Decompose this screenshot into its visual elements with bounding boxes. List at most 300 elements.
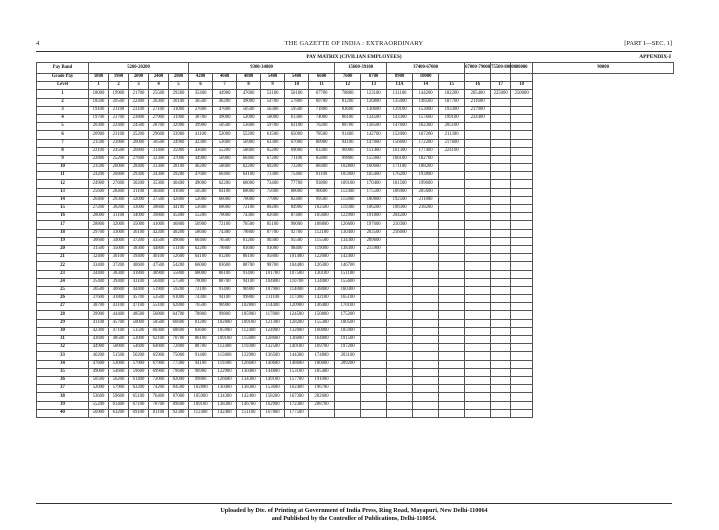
row-index-cell: 9 [37,155,89,163]
pay-cell: 25200 [109,155,129,163]
pay-cell [491,245,511,253]
footer-line-1: Uploaded by Dte. of Printing at Government of India Press, Ring Road, Mayapuri, New Delhi-110064 [220,507,488,514]
pay-cell [413,327,439,335]
pay-cell: 76500 [213,237,237,245]
pay-cell: 50500 [89,376,109,384]
pay-cell: 39400 [129,254,149,262]
pay-cell: 60400 [237,155,261,163]
pay-cell: 95800 [261,254,285,262]
pay-cell: 170400 [361,180,387,188]
pay-cell [387,311,413,319]
pay-cell [413,368,439,376]
pay-cell: 126300 [309,262,335,270]
pay-cell [465,229,491,237]
pay-cell: 23500 [89,164,109,172]
pay-cell [465,262,491,270]
pay-cell: 39800 [149,213,169,221]
grade-pay-cell [465,74,491,82]
pay-cell: 57500 [169,278,189,286]
pay-cell: 27200 [89,205,109,213]
pay-cell: 51100 [169,245,189,253]
pay-cell [491,360,511,368]
pay-cell: 45400 [169,213,189,221]
grade-pay-cell: 2400 [149,74,169,82]
pay-cell [465,155,491,163]
grade-pay-cell: 8700 [361,74,387,82]
pay-cell: 91400 [237,270,261,278]
table-row [37,360,674,368]
pay-cell [511,344,533,352]
pay-cell: 39900 [189,123,213,131]
pay-cell [439,172,465,180]
pay-cell: 72100 [237,205,261,213]
pay-cell: 90300 [261,237,285,245]
level-header-cell: 12 [335,82,361,90]
pay-cell: 23100 [129,106,149,114]
pay-cell [465,352,491,360]
level-header-cell: 14 [413,82,439,90]
pay-cell: 35400 [89,278,109,286]
pay-cell: 161300 [387,147,413,155]
pay-cell [387,344,413,352]
part-section: [PART I—SEC. 1] [624,40,672,47]
grade-pay-cell: 8900 [387,74,413,82]
pay-cell: 124500 [285,311,309,319]
pay-cell: 44900 [189,155,213,163]
table-row [37,352,674,360]
grade-pay-cell [511,74,533,82]
pay-cell: 29300 [109,196,129,204]
level-header-cell: 11 [309,82,335,90]
pay-cell: 121300 [261,319,285,327]
pay-cell [439,385,465,393]
footer-rule [36,503,672,504]
pay-cell: 107900 [261,286,285,294]
table-row [37,164,674,172]
row-index-cell: 34 [37,360,89,368]
pay-cell: 70000 [237,196,261,204]
pay-cell: 35300 [149,180,169,188]
pay-band-cell: 5200-20200 [89,63,189,74]
pay-cell: 93800 [309,180,335,188]
pay-cell: 250000 [511,90,533,98]
pay-cell: 50400 [149,278,169,286]
pay-cell [439,311,465,319]
pay-cell: 26000 [129,139,149,147]
pay-cell: 41100 [189,131,213,139]
level-header-cell: 9 [261,82,285,90]
row-index-cell: 11 [37,172,89,180]
pay-cell [335,409,361,417]
pay-cell [465,147,491,155]
pay-cell: 83600 [189,327,213,335]
pay-cell: 130100 [309,270,335,278]
pay-cell [465,368,491,376]
level-header-cell: 15 [439,82,465,90]
grade-pay-cell: 5400 [261,74,285,82]
pay-cell: 74300 [213,229,237,237]
table-row [37,254,674,262]
pay-cell [465,123,491,131]
pay-cell: 122600 [309,254,335,262]
table-row [37,106,674,114]
pay-cell: 126600 [335,221,361,229]
grade-pay-cell [439,74,465,82]
pay-cell: 65200 [261,147,285,155]
level-header-cell: 3 [129,82,149,90]
pay-cell [491,114,511,122]
pay-cell: 58000 [261,114,285,122]
pay-cell [491,401,511,409]
page-number: 4 [36,40,40,47]
pay-cell [491,409,511,417]
pay-cell: 27600 [129,155,149,163]
table-row [37,213,674,221]
pay-matrix-title: PAY MATRIX (CIVILIAN EMPLOYEES) [306,54,402,60]
pay-cell [465,254,491,262]
pay-cell: 81200 [213,254,237,262]
row-index-cell: 1 [37,90,89,98]
table-row [37,155,674,163]
pay-cell: 147600 [387,123,413,131]
pay-cell: 30200 [129,180,149,188]
pay-cell [465,213,491,221]
pay-cell [387,245,413,253]
pay-cell: 59200 [169,286,189,294]
pay-cell: 155300 [309,319,335,327]
pay-cell: 198300 [387,205,413,213]
pay-cell [465,360,491,368]
grade-pay-cell: 5400 [285,74,309,82]
table-row [37,336,674,344]
row-index-cell: 28 [37,311,89,319]
table-row [37,229,674,237]
pay-cell [511,360,533,368]
pay-cell: 55800 [169,270,189,278]
pay-cell [439,401,465,409]
pay-cell: 84500 [169,385,189,393]
pay-cell: 110700 [285,278,309,286]
pay-cell [387,262,413,270]
pay-cell: 41800 [129,270,149,278]
pay-cell: 105900 [335,172,361,180]
pay-cell: 142100 [309,295,335,303]
pay-cell [511,336,533,344]
pay-cell: 46200 [89,352,109,360]
pay-cell: 60400 [189,237,213,245]
pay-cell [511,385,533,393]
pay-cell [491,319,511,327]
pay-cell: 95500 [285,237,309,245]
table-row [37,319,674,327]
pay-cell [491,344,511,352]
pay-cell: 86100 [335,114,361,122]
pay-band-row [37,63,674,74]
table-row [37,327,674,335]
pay-cell: 39900 [89,311,109,319]
pay-cell: 70000 [189,278,213,286]
pay-cell: 84900 [285,205,309,213]
pay-cell: 32400 [89,254,109,262]
pay-cell [511,98,533,106]
pay-cell: 175200 [335,311,361,319]
pay-cell: 115800 [213,352,237,360]
row-index-cell: 12 [37,180,89,188]
pay-cell [439,295,465,303]
pay-cell [387,237,413,245]
pay-cell: 165100 [335,295,361,303]
pay-cell: 48200 [169,229,189,237]
pay-cell [439,205,465,213]
pay-cell: 25500 [149,90,169,98]
grade-pay-cell: 1800 [89,74,109,82]
pay-cell [465,172,491,180]
level-header-cell: 2 [109,82,129,90]
pay-cell [361,254,387,262]
pay-cell: 30100 [169,98,189,106]
pay-cell: 91400 [189,352,213,360]
pay-cell: 36500 [89,286,109,294]
pay-cell: 102500 [309,205,335,213]
row-index-cell: 19 [37,237,89,245]
pay-cell [439,262,465,270]
grade-pay-label: Grade Pay [37,74,89,82]
pay-cell: 44900 [213,90,237,98]
pay-cell: 31400 [149,147,169,155]
pay-cell [413,352,439,360]
pay-cell: 45700 [129,295,149,303]
pay-cell: 62200 [237,164,261,172]
pay-cell: 35000 [109,245,129,253]
pay-cell: 37000 [169,155,189,163]
pay-cell: 31000 [169,106,189,114]
level-header-cell: 13 [361,82,387,90]
pay-cell: 90000 [285,221,309,229]
table-row [37,295,674,303]
pay-cell: 76500 [237,221,261,229]
pay-cell: 78700 [149,401,169,409]
pay-cell: 53600 [237,123,261,131]
pay-cell: 24500 [129,123,149,131]
pay-cell: 36100 [109,254,129,262]
pay-cell: 210300 [387,221,413,229]
pay-cell [387,303,413,311]
pay-cell: 54600 [109,368,129,376]
pay-cell: 47600 [89,360,109,368]
pay-cell: 82000 [169,376,189,384]
pay-cell: 57900 [129,360,149,368]
pay-cell: 162300 [413,123,439,131]
pay-matrix-table [36,62,674,418]
row-index-cell: 16 [37,213,89,221]
pay-cell: 182200 [439,90,465,98]
pay-cell: 68600 [169,327,189,335]
pay-cell: 55200 [89,401,109,409]
pay-cell [361,393,387,401]
pay-cell [511,114,533,122]
pay-cell [465,131,491,139]
pay-cell: 71300 [261,172,285,180]
pay-cell: 91400 [335,131,361,139]
pay-cell: 124900 [261,327,285,335]
pay-cell [491,196,511,204]
pay-cell: 83600 [335,106,361,114]
pay-cell: 128600 [261,336,285,344]
pay-cell: 105600 [309,213,335,221]
pay-cell: 21700 [129,90,149,98]
pay-cell: 69000 [285,147,309,155]
pay-cell: 25600 [89,188,109,196]
pay-cell [361,376,387,384]
pay-cell: 78800 [213,245,237,253]
pay-cell [465,311,491,319]
pay-cell: 33900 [169,131,189,139]
pay-cell: 50500 [189,188,213,196]
pay-cell: 80200 [261,205,285,213]
pay-cell: 147000 [361,139,387,147]
pay-cell [465,245,491,253]
pay-cell: 51500 [109,352,129,360]
pay-cell: 65900 [149,352,169,360]
pay-cell: 42300 [189,139,213,147]
pay-cell [491,139,511,147]
pay-cell: 66000 [213,196,237,204]
pay-cell: 126600 [237,360,261,368]
pay-cell [491,229,511,237]
pay-cell: 143300 [387,114,413,122]
pay-cell: 63100 [285,123,309,131]
grade-pay-cell: 7600 [335,74,361,82]
pay-cell [439,221,465,229]
pay-cell: 144300 [285,352,309,360]
pay-cell: 224400 [465,114,491,122]
pay-cell: 191800 [361,213,387,221]
pay-cell: 142400 [213,409,237,417]
pay-cell: 58600 [237,147,261,155]
pay-cell: 80900 [309,139,335,147]
pay-cell: 91400 [213,286,237,294]
pay-cell: 162400 [285,385,309,393]
pay-cell: 92300 [169,409,189,417]
pay-cell: 134300 [335,237,361,245]
pay-cell: 94100 [237,278,261,286]
pay-cell: 23100 [109,131,129,139]
pay-cell: 102800 [335,164,361,172]
pay-cell: 134000 [309,278,335,286]
pay-cell: 41600 [169,188,189,196]
pay-cell: 144800 [261,368,285,376]
pay-cell [387,254,413,262]
table-row [37,376,674,384]
pay-cell [491,213,511,221]
pay-cell: 46100 [149,254,169,262]
pay-cell: 193300 [439,106,465,114]
pay-cell: 225000 [491,90,511,98]
pay-cell: 104800 [261,278,285,286]
pay-cell: 205400 [465,90,491,98]
pay-cell: 175500 [361,188,387,196]
pay-cell [511,164,533,172]
pay-cell: 66000 [237,180,261,188]
pay-cell [439,180,465,188]
pay-cell: 216600 [387,229,413,237]
pay-cell: 34400 [89,270,109,278]
pay-cell [491,164,511,172]
pay-cell: 209200 [335,360,361,368]
pay-cell: 22400 [129,98,149,106]
pay-cell: 56200 [109,376,129,384]
pay-cell: 191500 [335,336,361,344]
pay-cell: 138300 [335,245,361,253]
row-index-cell: 37 [37,385,89,393]
table-row [37,262,674,270]
pay-cell [491,368,511,376]
row-index-cell: 22 [37,262,89,270]
pay-cell: 58600 [189,229,213,237]
pay-cell: 53600 [213,139,237,147]
pay-cell: 160000 [309,327,335,335]
pay-cell: 64700 [169,311,189,319]
pay-cell [439,196,465,204]
pay-cell: 49000 [189,180,213,188]
pay-cell: 69100 [129,409,149,417]
pay-cell: 112400 [189,409,213,417]
pay-cell: 38300 [129,245,149,253]
pay-cell: 102800 [213,319,237,327]
pay-cell: 82400 [285,196,309,204]
pay-cell: 174800 [309,352,335,360]
pay-cell: 87000 [169,393,189,401]
row-index-cell: 25 [37,286,89,294]
pay-cell [413,336,439,344]
pay-cell: 52000 [237,114,261,122]
pay-cell: 56900 [89,409,109,417]
pay-cell [491,147,511,155]
pay-cell [491,98,511,106]
pay-cell: 56900 [237,139,261,147]
table-row [37,188,674,196]
pay-cell [465,188,491,196]
pay-cell: 28700 [149,123,169,131]
pay-cell [465,295,491,303]
pay-cell: 101700 [261,270,285,278]
pay-cell: 49600 [169,237,189,245]
pay-cell: 75400 [285,172,309,180]
pay-cell [413,385,439,393]
pay-cell: 19700 [89,114,109,122]
pay-cell [491,286,511,294]
pay-cell [413,393,439,401]
pay-cell: 24200 [89,172,109,180]
pay-cell: 49000 [237,98,261,106]
table-row [37,205,674,213]
pay-cell: 139100 [387,106,413,114]
level-header-cell: 8 [237,82,261,90]
pay-cell: 78800 [189,311,213,319]
pay-cell [439,352,465,360]
pay-cell: 67200 [261,155,285,163]
pay-cell: 122900 [237,352,261,360]
pay-cell: 56200 [129,352,149,360]
pay-cell: 117400 [285,295,309,303]
pay-cell: 38700 [189,114,213,122]
level-header-cell: 18 [511,82,533,90]
pay-cell: 71800 [309,106,335,114]
pay-cell: 75000 [169,352,189,360]
pay-cell: 182700 [413,155,439,163]
pay-cell: 217600 [439,139,465,147]
grade-pay-cell: 4200 [189,74,213,82]
